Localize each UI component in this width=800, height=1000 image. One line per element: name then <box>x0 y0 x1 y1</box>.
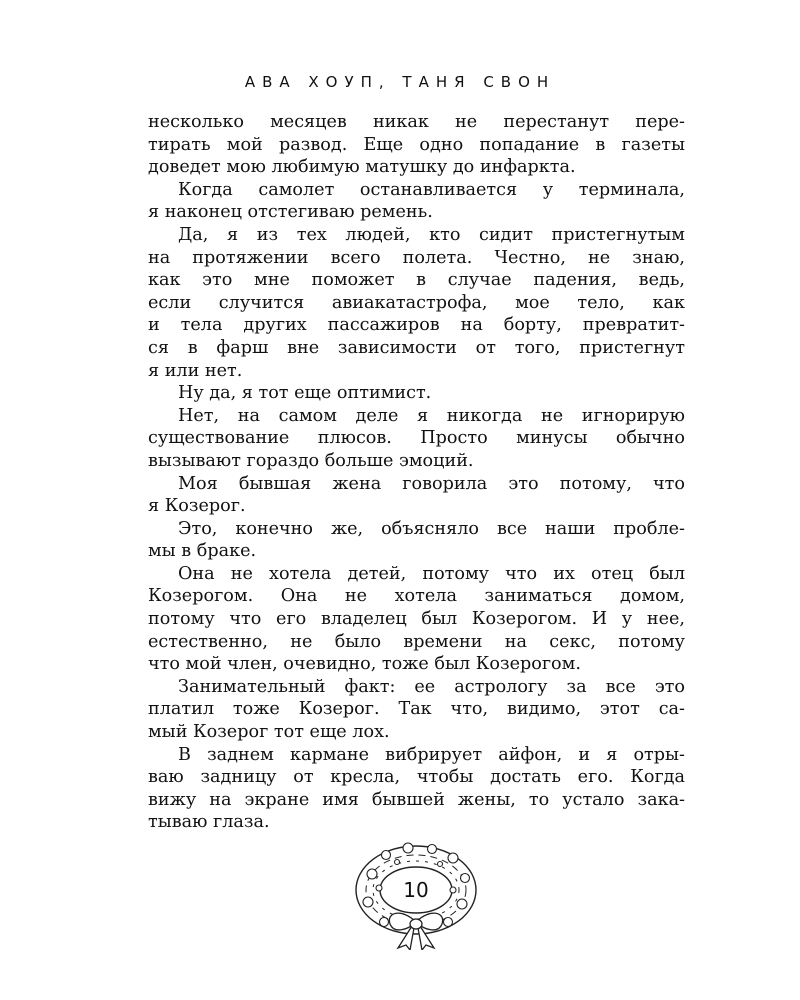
text-line: доведет мою любимую матушку до инфаркта. <box>148 157 576 178</box>
text-line: естественно, не было времени на секс, потому <box>148 631 685 652</box>
text-line: мый Козерог тот еще лох. <box>148 722 390 743</box>
text-line: я или нет. <box>148 360 243 381</box>
body-text <box>148 111 685 834</box>
text-line: тываю глаза. <box>148 812 270 833</box>
text-line: я наконец отстегиваю ремень. <box>148 202 433 223</box>
text-line: Да, я из тех людей, кто сидит пристегнутым <box>178 224 685 245</box>
text-line: ся в фарш вне зависимости от того, пристегнут <box>148 337 685 358</box>
text-line: вызывают гораздо больше эмоций. <box>148 450 474 471</box>
text-line: и тела других пассажиров на борту, превратит- <box>148 315 685 336</box>
text-line: существование плюсов. Просто минусы обычно <box>148 428 685 449</box>
text-line: В заднем кармане вибрирует айфон, и я отры- <box>178 744 685 765</box>
text-line: Это, конечно же, объясняло все наши пробле- <box>178 518 685 539</box>
text-line: Козерогом. Она не хотела заниматься домом, <box>148 586 685 607</box>
text-line: Занимательный факт: ее астрологу за все это <box>178 676 685 697</box>
text-line: Когда самолет останавливается у терминала, <box>178 179 685 200</box>
text-line: вижу на экране имя бывшей жены, то устало зака- <box>148 789 685 810</box>
text-line: что мой член, очевидно, тоже был Козерогом. <box>148 654 581 675</box>
text-line: несколько месяцев никак не перестанут пере- <box>148 112 685 132</box>
running-header: АВА ХОУП, ТАНЯ СВОН <box>244 73 556 91</box>
text-line: Нет, на самом деле я никогда не игнорирую <box>178 405 685 426</box>
text-line: Она не хотела детей, потому что их отец был <box>178 563 685 584</box>
text-line: на протяжении всего полета. Честно, не знаю, <box>148 247 685 268</box>
text-line: мы в браке. <box>148 541 257 562</box>
text-line: как это мне поможет в случае падения, ведь, <box>148 270 685 291</box>
text-line: ваю задницу от кресла, чтобы достать его. Когда <box>148 767 685 788</box>
text-line: Ну да, я тот еще оптимист. <box>178 383 432 404</box>
text-line: Моя бывшая жена говорила это потому, что <box>178 473 685 494</box>
text-line: платил тоже Козерог. Так что, видимо, этот са- <box>148 699 685 720</box>
text-line: если случится авиакатастрофа, мое тело, как <box>148 292 685 313</box>
page-number: 10 <box>403 878 429 902</box>
text-line: потому что его владелец был Козерогом. И у нее, <box>148 609 685 630</box>
text-line: тирать мой развод. Еще одно попадание в газеты <box>148 134 685 155</box>
text-line: я Козерог. <box>148 496 246 517</box>
